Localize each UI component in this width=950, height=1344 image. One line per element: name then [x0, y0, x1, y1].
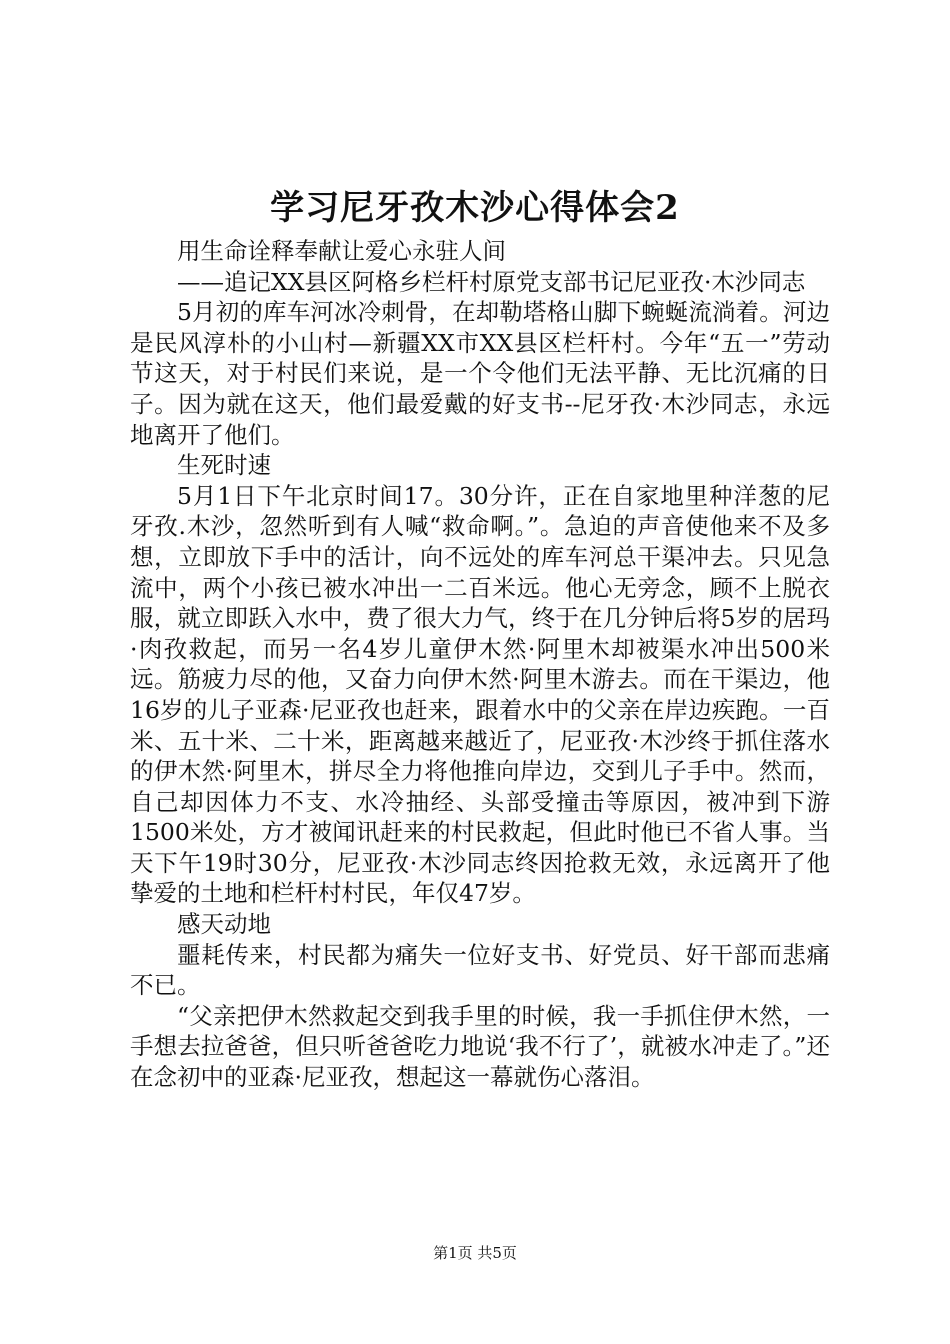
paragraph: 噩耗传来，村民都为痛失一位好支书、好党员、好干部而悲痛不已。 — [130, 940, 830, 1000]
paragraph: 5月1日下午北京时间17。30分许，正在自家地里种洋葱的尼牙孜.木沙，忽然听到有人喊“救命啊。”。急迫的声音使他来不及多想，立即放下手中的活计，向不远处的库车河总干渠冲去。只见急流中，两个小孩已被水冲出一二百米远。他心无旁念，顾不上脱衣服，就立即跃入水中，费了很大力气，终于在几分钟后将5岁的居玛·肉孜救起，而另一名4岁儿童伊木然·阿里木却被渠水冲出500米远。筋疲力尽的他，又奋力向伊木然·阿里木游去。而在干渠边，他16岁的儿子亚森·尼亚孜也赶来，跟着水中的父亲在岸边疾跑。一百米、五十米、二十米，距离越来越近了，尼亚孜·木沙终于抓住落水的伊木然·阿里木，拼尽全力将他推向岸边，交到儿子手中。然而，自己却因体力不支、水冷抽经、头部受撞击等原因，被冲到下游1500米处，方才被闻讯赶来的村民救起，但此时他已不省人事。当天下午19时30分，尼亚孜·木沙同志终因抢救无效，永远离开了他挚爱的土地和栏杆村村民，年仅47岁。 — [130, 481, 830, 908]
subtitle-dedication: ——追记XX县区阿格乡栏杆村原党支部书记尼亚孜·木沙同志 — [177, 267, 806, 296]
paragraph: “父亲把伊木然救起交到我手里的时候，我一手抓住伊木然，一手想去拉爸爸，但只听爸爸吃力地说‘我不行了’，就被水冲走了。”还在念初中的亚森·尼亚孜，想起这一幕就伤心落泪。 — [130, 1001, 830, 1092]
document-body — [130, 236, 830, 1093]
section-heading: 生死时速 — [177, 451, 271, 480]
paragraph: 5月初的库车河冰冷刺骨，在却勒塔格山脚下蜿蜒流淌着。河边是民风淳朴的小山村—新疆XX市XX县区栏杆村。今年“五一”劳动节这天，对于村民们来说，是一个令他们无法平静、无比沉痛的日子。因为就在这天，他们最爱戴的好支书--尼牙孜·木沙同志，永远地离开了他们。 — [130, 298, 830, 449]
subtitle-line: 用生命诠释奉献让爱心永驻人间 — [177, 237, 506, 265]
section-heading: 感天动地 — [177, 910, 271, 939]
page-footer: 第1页 共5页 — [433, 1244, 517, 1262]
document-title: 学习尼牙孜木沙心得体会2 — [270, 188, 680, 228]
